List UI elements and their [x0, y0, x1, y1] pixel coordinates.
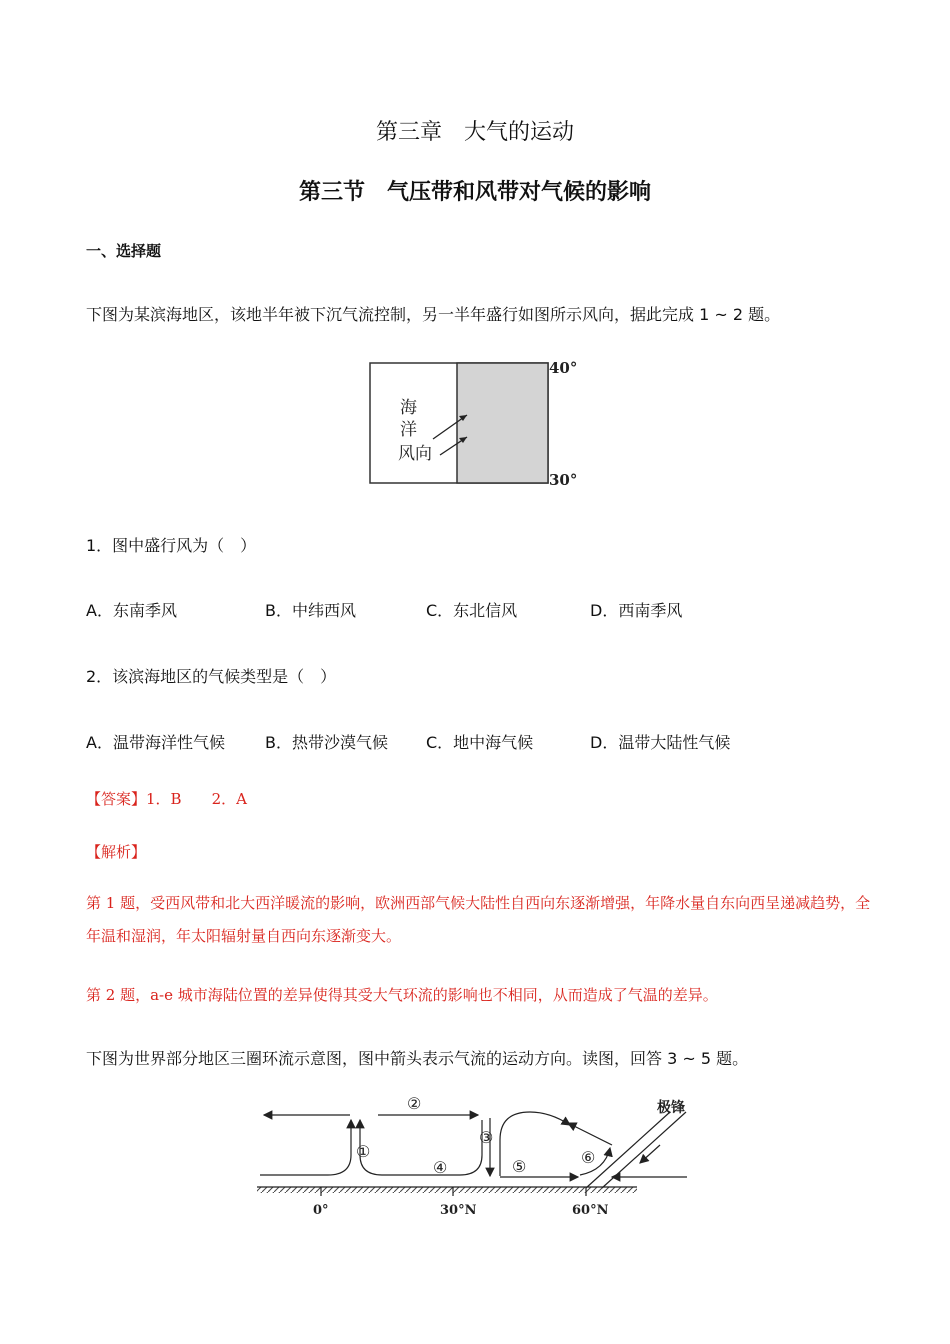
analysis-paragraph-2: 第 2 题，a-e 城市海陆位置的差异使得其受大气环流的影响也不相同，从而造成了气温的差异。: [86, 986, 718, 1004]
q1-option-a[interactable]: A．东南季风: [86, 601, 177, 620]
coastal-wind-figure: [360, 355, 590, 490]
label-6: ⑥: [581, 1148, 596, 1167]
tick-label-0: 0°: [313, 1203, 329, 1218]
label-sea-2: 洋: [400, 420, 417, 440]
q2-stem: 2．该滨海地区的气候类型是（ ）: [86, 667, 337, 686]
polar-easterly-1: [640, 1145, 660, 1163]
trade-wind-right: [360, 1120, 482, 1175]
answer-label: 【答案】: [86, 790, 147, 808]
trade-wind-left: [260, 1120, 351, 1175]
q1-option-d[interactable]: D．西南季风: [590, 601, 683, 620]
ferrel-upper-flow: [500, 1112, 570, 1176]
tick-label-60: 60°N: [572, 1203, 609, 1218]
tick-label-30: 30°N: [440, 1203, 477, 1218]
return-flow: [568, 1123, 612, 1145]
lat-30: 30°: [549, 471, 578, 489]
land-area: [457, 363, 548, 483]
q2-option-c[interactable]: C．地中海气候: [426, 733, 534, 752]
label-4: ④: [433, 1158, 448, 1177]
chapter-title: 第三章 大气的运动: [375, 120, 574, 145]
part-heading: 一、选择题: [86, 242, 162, 260]
q2-option-d[interactable]: D．温带大陆性气候: [590, 733, 731, 752]
ground-hatch: [257, 1187, 637, 1193]
circulation-figure: [250, 1090, 700, 1225]
analysis-label: 【解析】: [86, 843, 147, 861]
intro-paragraph-1: 下图为某滨海地区，该地半年被下沉气流控制，另一半年盛行如图所示风向，据此完成 1 ~ 2 题。: [86, 305, 781, 324]
q2-option-b[interactable]: B．热带沙漠气候: [265, 733, 388, 752]
q1-stem: 1．图中盛行风为（ ）: [86, 536, 257, 555]
label-1: ①: [356, 1142, 371, 1161]
lat-40: 40°: [549, 359, 578, 377]
answer-line: [86, 788, 247, 809]
label-wind: 风向: [398, 444, 432, 464]
label-sea-1: 海: [400, 398, 417, 418]
analysis-paragraph-1: 第 1 题，受西风带和北大西洋暖流的影响，欧洲西部气候大陆性自西向东逐渐增强，年降水量自东向西呈递减趋势，全年温和湿润，年太阳辐射量自西向东逐渐变大。: [86, 894, 871, 945]
q1-option-c[interactable]: C．东北信风: [426, 601, 518, 620]
answer-text: 1．B 2．A: [146, 790, 247, 808]
q2-option-a[interactable]: A．温带海洋性气候: [86, 733, 225, 752]
polar-front-label: 极锋: [657, 1100, 685, 1116]
label-5: ⑤: [512, 1157, 527, 1176]
q1-option-b[interactable]: B．中纬西风: [265, 601, 356, 620]
section-title: 第三节 气压带和风带对气候的影响: [298, 180, 651, 205]
label-3: ③: [479, 1128, 494, 1147]
intro-paragraph-2: 下图为世界部分地区三圈环流示意图，图中箭头表示气流的运动方向。读图，回答 3 ~ 5 题。: [86, 1049, 749, 1068]
label-2: ②: [407, 1094, 422, 1113]
